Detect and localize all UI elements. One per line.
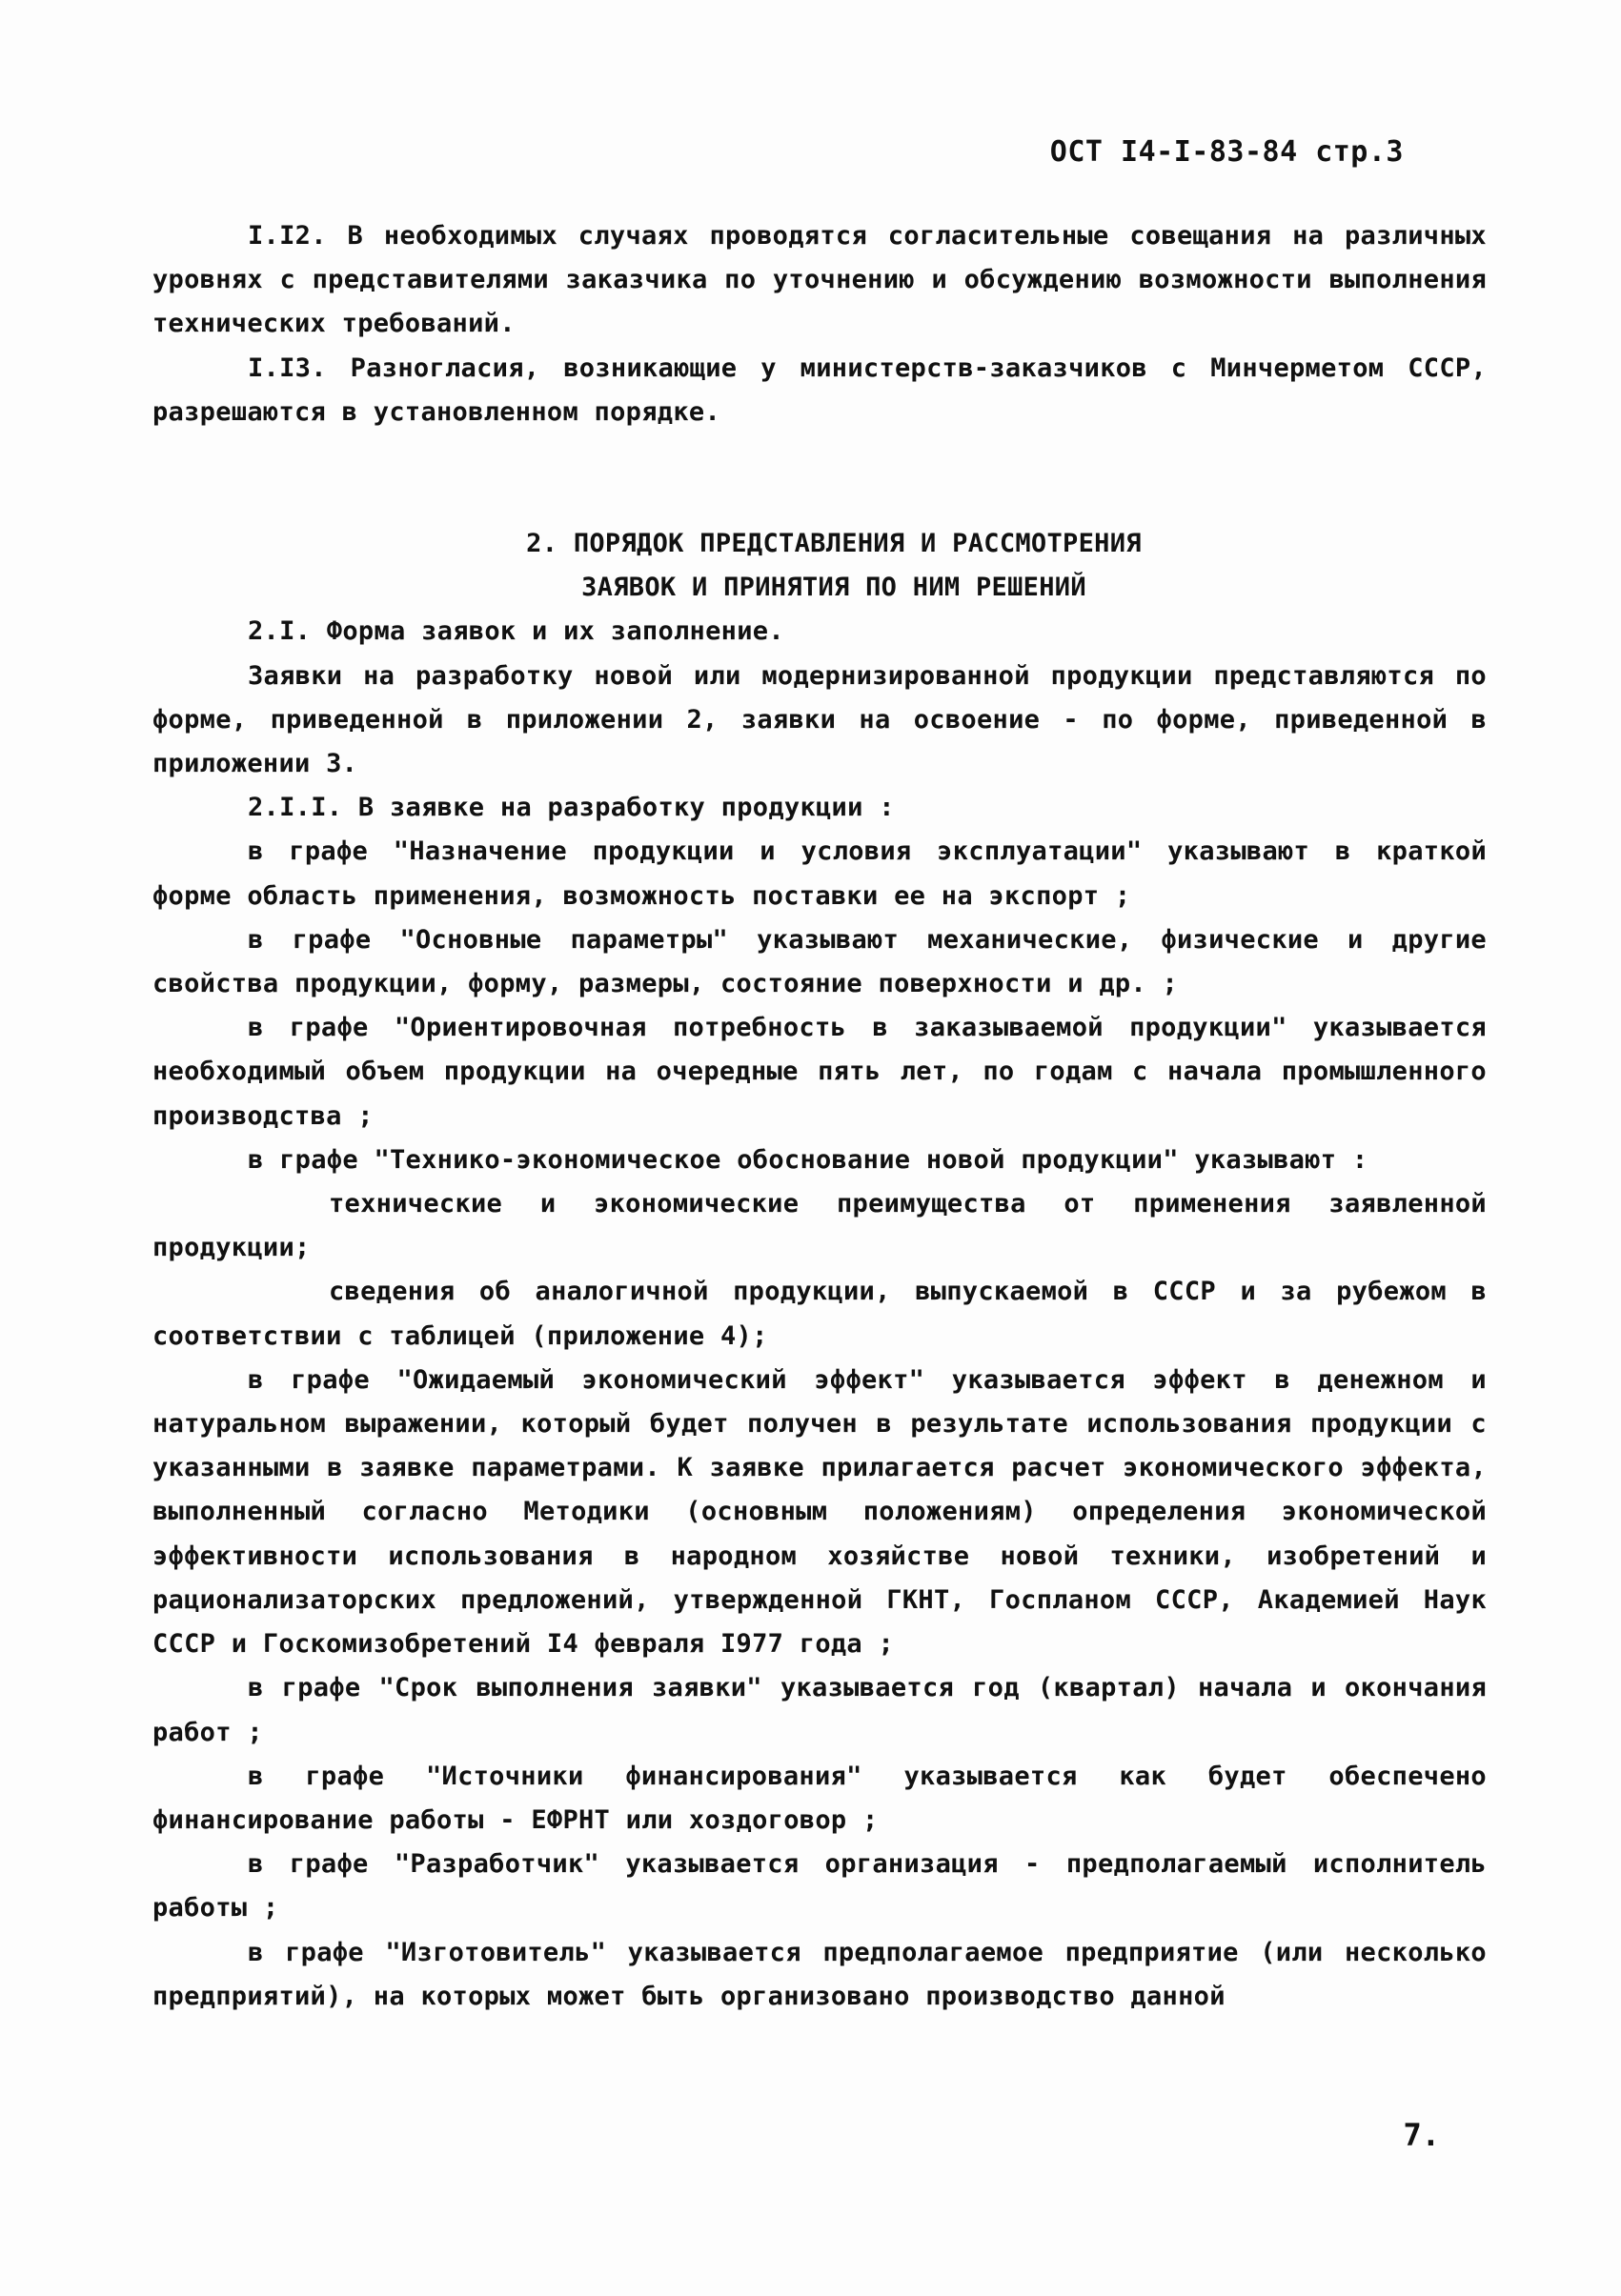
list-item: в графе "Срок выполнения заявки" указывается год (квартал) начала и окончания работ ; — [152, 1673, 1487, 1747]
list-item: в графе "Назначение продукции и условия эксплуатации" указывают в краткой форме область применения, возможность поставки ее на экспорт ; — [152, 836, 1487, 911]
document-body — [152, 214, 1487, 2019]
list-item: в графе "Источники финансирования" указывается как будет обеспечено финансирование работы - ЕФРНТ или хоздоговор ; — [152, 1761, 1487, 1835]
list-item: в графе "Разработчик" указывается организация - предполагаемый исполнитель работы ; — [152, 1849, 1487, 1923]
sub-list-item: технические и экономические преимущества от применения заявленной продукции; — [152, 1189, 1487, 1263]
list-item: в графе "Ожидаемый экономический эффект" указывается эффект в денежном и натуральном выражении, который будет получен в результате использования продукции с указанными в заявке параметрами. К заявке прилагается расчет экономического эффекта, выполненный согласно Методики (основным положениям) определения экономической эффективности использования в народном хозяйстве новой техники, изобретений и рационализаторских предложений, утвержденной ГКНТ, Госпланом СССР, Академией Наук СССР и Госкомизобретений I4 февраля I977 года ; — [152, 1364, 1487, 1660]
list-item: в графе "Технико-экономическое обоснование новой продукции" указывают : — [248, 1144, 1368, 1175]
section-2-title — [152, 522, 1487, 610]
list-item: в графе "Основные параметры" указывают механические, физические и другие свойства продукции, форму, размеры, состояние поверхности и др. ; — [152, 924, 1487, 999]
sub-list-item: сведения об аналогичной продукции, выпускаемой в СССР и за рубежом в соответствии с таблицей (приложение 4); — [152, 1277, 1487, 1351]
section-gap — [152, 434, 1487, 522]
paragraph-1-13: I.I3. Разногласия, возникающие у министерств-заказчиков с Минчерметом СССР, разрешаются в установленном порядке. — [152, 352, 1487, 427]
list-item: в графе "Изготовитель" указывается предполагаемое предприятие (или несколько предприятий), на которых может быть организовано производство данной — [152, 1937, 1487, 2011]
subsection-2-1-heading: 2.I. Форма заявок и их заполнение. — [248, 616, 784, 647]
paragraph-1-12: I.I2. В необходимых случаях проводятся согласительные совещания на различных уровнях с представителями заказчика по уточнению и обсуждению возможности выполнения технических требований. — [152, 221, 1487, 339]
list-item: в графе "Ориентировочная потребность в заказываемой продукции" указывается необходимый объем продукции на очередные пять лет, по годам с начала промышленного производства ; — [152, 1013, 1487, 1131]
page-number: 7. — [1403, 2117, 1440, 2153]
subsection-2-1-text: Заявки на разработку новой или модернизированной продукции представляются по форме, приведенной в приложении 2, заявки на освоение - по форме, приведенной в приложении 3. — [152, 660, 1487, 779]
page-header: ОСТ I4-I-83-84 стр.3 — [1049, 135, 1404, 169]
section-title-line-1: 2. ПОРЯДОК ПРЕДСТАВЛЕНИЯ И РАССМОТРЕНИЯ — [526, 529, 1142, 559]
section-title-line-2: ЗАЯВОК И ПРИНЯТИЯ ПО НИМ РЕШЕНИЙ — [581, 573, 1086, 603]
subsection-2-1-1-heading: 2.I.I. В заявке на разработку продукции : — [248, 793, 895, 823]
